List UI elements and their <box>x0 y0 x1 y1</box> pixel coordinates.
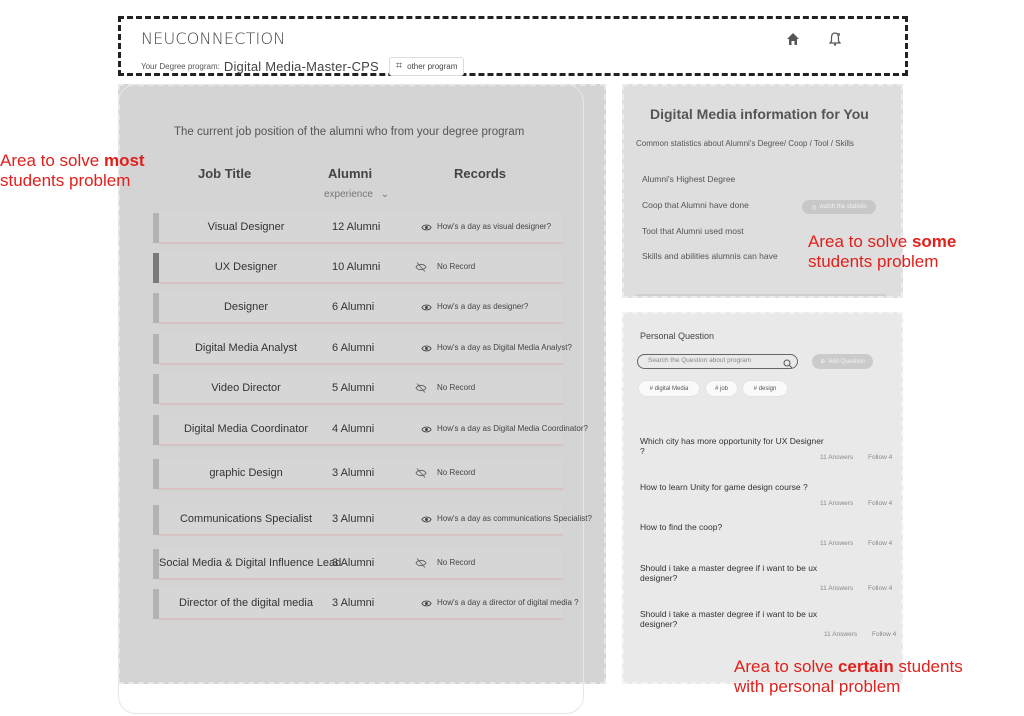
job-title: Social Media & Digital Influence Lead <box>159 557 342 569</box>
column-job-title: Job Title <box>198 166 252 181</box>
record-link[interactable]: How's a day as communications Specialist? <box>437 514 592 523</box>
personal-question-title: Personal Question <box>640 331 715 341</box>
follow-count[interactable]: Follow 4 <box>868 454 893 461</box>
watch-statistic-label: watch the statistic <box>819 204 867 210</box>
other-program-button[interactable] <box>389 57 464 76</box>
no-record-label: No Record <box>437 468 476 477</box>
question-title[interactable]: How to learn Unity for game design course ? <box>640 482 808 492</box>
question-search-input[interactable] <box>637 354 798 369</box>
answer-count[interactable]: 11 Answers <box>824 631 858 638</box>
answer-count[interactable]: 11 Answers <box>820 454 854 461</box>
alumni-count: 5 Alumni <box>332 382 375 394</box>
follow-count[interactable]: Follow 4 <box>868 500 893 507</box>
row-body <box>159 549 563 579</box>
annotation-certain <box>734 657 963 697</box>
other-program-label: other program <box>407 62 458 71</box>
job-title: graphic Design <box>209 467 283 479</box>
job-title: Designer <box>223 301 269 313</box>
job-row[interactable] <box>153 374 563 404</box>
program-label: Your Degree program: <box>141 62 220 71</box>
chevron-down-icon: ⌄ <box>380 189 390 200</box>
header-icons <box>785 31 843 47</box>
row-body <box>159 213 563 243</box>
brand-logo[interactable]: NEUCONNECTION <box>141 29 286 48</box>
annotation-certain-bold: certain <box>837 657 894 676</box>
search-placeholder: Search the Question about program <box>648 357 752 364</box>
job-title: Video Director <box>211 382 281 394</box>
answer-count[interactable]: 11 Answers <box>820 500 854 507</box>
alumni-count: 3 Alumni <box>332 513 375 525</box>
question-title[interactable]: Which city has more opportunity for UX Designer ? <box>640 436 824 456</box>
info-title: Digital Media information for You <box>650 106 869 122</box>
job-row[interactable] <box>153 213 563 243</box>
job-row[interactable] <box>153 293 563 323</box>
tag-digital-media[interactable]: # digital Media <box>639 381 699 396</box>
tag-job[interactable]: # job <box>706 381 737 396</box>
annotation-certain-post: with personal problem <box>734 677 901 696</box>
annotation-most-post: students problem <box>0 171 131 190</box>
job-row[interactable] <box>153 589 579 619</box>
answer-count[interactable]: 11 Answers <box>820 540 854 547</box>
job-row[interactable] <box>153 459 563 489</box>
eye-icon <box>421 220 432 238</box>
info-item-tool[interactable]: Tool that Alumni used most <box>642 226 744 236</box>
alumni-count: 3 Alumni <box>332 467 375 479</box>
annotation-some-pre: Area to solve <box>808 232 912 251</box>
row-body <box>159 374 563 404</box>
eye-icon <box>421 341 432 359</box>
tag-design[interactable]: # design <box>743 381 787 396</box>
row-body <box>159 415 588 445</box>
job-title: Digital Media Coordinator <box>183 423 309 435</box>
no-record-label: No Record <box>437 383 476 392</box>
job-row[interactable] <box>153 505 592 535</box>
row-body <box>159 505 592 535</box>
eye-off-icon <box>415 381 427 399</box>
job-title: Communications Specialist <box>179 513 313 525</box>
info-item-highest-degree[interactable]: Alumni's Highest Degree <box>642 174 736 184</box>
program-row <box>141 57 464 76</box>
record-link[interactable]: How's a day as Digital Media Analyst? <box>437 343 572 352</box>
plus-icon: ⊕ <box>820 359 826 365</box>
answer-count[interactable]: 11 Answers <box>820 585 854 592</box>
row-body <box>159 334 572 364</box>
alumni-count: 3 Alumni <box>332 557 375 569</box>
job-title: Digital Media Analyst <box>194 342 298 354</box>
annotation-most-bold: most <box>103 151 145 170</box>
add-question-button[interactable] <box>812 354 873 369</box>
eye-icon <box>421 300 432 318</box>
follow-count[interactable]: Follow 4 <box>872 631 897 638</box>
job-title: Visual Designer <box>207 221 285 233</box>
row-body <box>159 293 563 323</box>
annotation-most <box>0 151 145 191</box>
follow-count[interactable]: Follow 4 <box>868 585 893 592</box>
column-records: Records <box>454 166 507 181</box>
row-body <box>159 253 563 283</box>
program-value: Digital Media-Master-CPS <box>223 59 379 74</box>
job-row[interactable] <box>153 253 563 283</box>
alumni-jobs-heading: The current job position of the alumni who from your degree program <box>174 126 525 138</box>
annotation-certain-mid: students <box>893 657 963 676</box>
job-row[interactable] <box>153 415 588 445</box>
eye-icon <box>421 422 432 440</box>
info-item-coop[interactable]: Coop that Alumni have done <box>642 200 749 210</box>
job-row[interactable] <box>153 549 563 579</box>
sort-label: experience <box>324 189 373 200</box>
column-alumni: Alumni <box>328 166 373 181</box>
annotation-some-bold: some <box>911 232 957 251</box>
eye-icon <box>421 512 432 530</box>
crop-icon: ⌗ <box>395 60 403 72</box>
alumni-count: 3 Alumni <box>332 597 375 609</box>
info-divider <box>636 294 886 296</box>
info-subtitle: Common statistics about Alumni's Degree/ Coop / Tool / Skills <box>636 139 854 148</box>
alumni-count: 6 Alumni <box>332 301 375 313</box>
eye-icon <box>421 596 432 614</box>
home-icon[interactable] <box>785 31 801 47</box>
question-title[interactable]: How to find the coop? <box>640 522 723 532</box>
watch-statistic-button[interactable] <box>802 200 876 214</box>
alumni-count: 4 Alumni <box>332 423 375 435</box>
alumni-count: 10 Alumni <box>332 261 381 273</box>
follow-count[interactable]: Follow 4 <box>868 540 893 547</box>
job-row[interactable] <box>153 334 572 364</box>
record-link[interactable]: How's a day as designer? <box>437 302 529 311</box>
row-body <box>159 459 563 489</box>
eye-off-icon <box>415 556 427 574</box>
job-title: Director of the digital media <box>179 597 313 609</box>
record-link[interactable]: How's a day as visual designer? <box>437 222 552 231</box>
record-link[interactable]: How's a day a director of digital media ? <box>437 598 579 607</box>
sort-dropdown[interactable] <box>324 189 389 200</box>
eye-icon: ◎ <box>811 204 817 211</box>
annotation-certain-pre: Area to solve <box>734 657 838 676</box>
no-record-label: No Record <box>437 558 476 567</box>
no-record-label: No Record <box>437 262 476 271</box>
eye-off-icon <box>415 260 427 278</box>
alumni-count: 12 Alumni <box>332 221 381 233</box>
eye-off-icon <box>415 466 427 484</box>
annotation-most-pre: Area to solve <box>0 151 104 170</box>
add-question-label: Add Question <box>828 358 865 365</box>
info-item-skills[interactable]: Skills and abilities alumnis can have <box>642 251 778 261</box>
bell-icon[interactable] <box>827 31 843 47</box>
record-link[interactable]: How's a day as Digital Media Coordinator? <box>437 424 588 433</box>
app-header <box>118 16 908 76</box>
annotation-some <box>808 232 956 272</box>
search-icon[interactable] <box>783 356 793 374</box>
row-body <box>159 589 579 619</box>
job-title: UX Designer <box>214 261 278 273</box>
alumni-count: 6 Alumni <box>332 342 375 354</box>
question-title[interactable]: Should i take a master degree if i want to be ux designer? <box>640 609 818 629</box>
annotation-some-post: students problem <box>808 252 939 271</box>
question-title[interactable]: Should i take a master degree if i want to be ux designer? <box>640 563 818 583</box>
